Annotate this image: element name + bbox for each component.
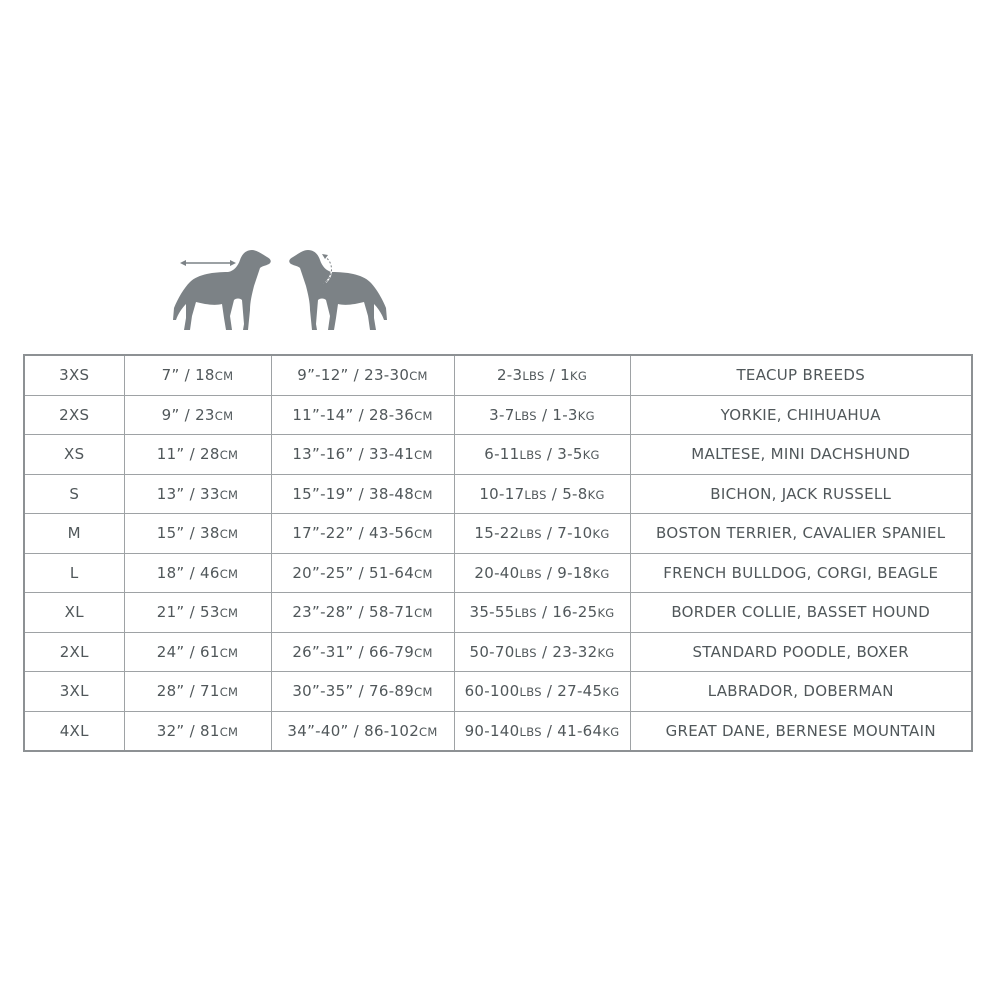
- weight-cell: [454, 672, 630, 712]
- unit-cm: CM: [219, 527, 239, 542]
- unit-kg: KG: [577, 408, 595, 423]
- neck-girth-cell: [271, 553, 454, 593]
- weight-lbs-value: 35-55: [469, 603, 515, 622]
- unit-cm: CM: [414, 408, 433, 423]
- size-chart-table: [23, 354, 973, 752]
- back-length-cell: [124, 632, 271, 672]
- unit-cm: CM: [219, 724, 239, 739]
- unit-cm: CM: [214, 369, 234, 384]
- weight-lbs-value: 60-100: [464, 682, 520, 701]
- breeds-label: BOSTON TERRIER, CAVALIER SPANIEL: [656, 524, 946, 543]
- unit-cm: CM: [214, 408, 234, 423]
- weight-kg-value: / 9-18: [541, 563, 593, 582]
- neck-girth-value: 11”-14” / 28-36: [292, 405, 415, 424]
- breeds-cell: [630, 672, 972, 712]
- neck-girth-cell: [271, 711, 454, 751]
- weight-kg-value: / 1-3: [536, 405, 578, 424]
- table-row: [24, 672, 972, 712]
- size-label: 3XS: [59, 366, 90, 385]
- weight-lbs-value: 10-17: [479, 484, 525, 503]
- neck-girth-value: 17”-22” / 43-56: [292, 524, 415, 543]
- unit-cm: CM: [219, 487, 239, 502]
- neck-girth-value: 30”-35” / 76-89: [292, 682, 415, 701]
- unit-kg: KG: [587, 487, 605, 502]
- size-cell: [24, 711, 124, 751]
- back-length-value: 21” / 53: [156, 603, 220, 622]
- breeds-label: YORKIE, CHIHUAHUA: [720, 405, 881, 424]
- back-length-cell: [124, 672, 271, 712]
- weight-kg-value: / 1: [544, 366, 570, 385]
- unit-lbs: LBS: [514, 408, 537, 423]
- size-label: 3XL: [59, 682, 89, 701]
- unit-lbs: LBS: [522, 369, 545, 384]
- neck-girth-cell: [271, 395, 454, 435]
- size-cell: [24, 553, 124, 593]
- breeds-cell: [630, 632, 972, 672]
- unit-lbs: LBS: [519, 724, 542, 739]
- breeds-cell: [630, 553, 972, 593]
- back-length-cell: [124, 474, 271, 514]
- breeds-label: MALTESE, MINI DACHSHUND: [691, 445, 911, 464]
- weight-cell: [454, 514, 630, 554]
- unit-kg: KG: [569, 369, 588, 384]
- breeds-cell: [630, 435, 972, 475]
- breeds-cell: [630, 593, 972, 633]
- size-label: XS: [64, 445, 85, 464]
- neck-girth-cell: [271, 672, 454, 712]
- unit-kg: KG: [592, 566, 610, 581]
- unit-lbs: LBS: [519, 685, 542, 700]
- weight-kg-value: / 7-10: [541, 524, 593, 543]
- size-cell: [24, 593, 124, 633]
- breeds-label: FRENCH BULLDOG, CORGI, BEAGLE: [663, 563, 939, 582]
- weight-kg-value: / 41-64: [541, 721, 603, 740]
- unit-lbs: LBS: [524, 487, 547, 502]
- breeds-cell: [630, 711, 972, 751]
- weight-kg-value: / 3-5: [541, 445, 583, 464]
- neck-girth-cell: [271, 514, 454, 554]
- table-row: [24, 632, 972, 672]
- weight-lbs-value: 3-7: [489, 405, 515, 424]
- weight-cell: [454, 355, 630, 395]
- neck-girth-value: 26”-31” / 66-79: [292, 642, 415, 661]
- breeds-label: BICHON, JACK RUSSELL: [710, 484, 892, 503]
- table-row: [24, 355, 972, 395]
- weight-lbs-value: 2-3: [496, 366, 523, 385]
- unit-cm: CM: [219, 606, 239, 621]
- back-length-cell: [124, 514, 271, 554]
- breeds-label: LABRADOR, DOBERMAN: [707, 682, 894, 701]
- unit-kg: KG: [602, 724, 620, 739]
- unit-lbs: LBS: [514, 606, 537, 621]
- table-row: [24, 474, 972, 514]
- size-label: 2XL: [59, 642, 89, 661]
- weight-cell: [454, 435, 630, 475]
- unit-cm: CM: [414, 448, 433, 463]
- table-row: [24, 711, 972, 751]
- measurement-illustrations: [160, 238, 400, 338]
- weight-cell: [454, 711, 630, 751]
- unit-cm: CM: [409, 369, 428, 384]
- dog-back-length-icon: [166, 238, 276, 334]
- back-length-value: 18” / 46: [156, 563, 220, 582]
- unit-cm: CM: [414, 566, 433, 581]
- size-cell: [24, 514, 124, 554]
- table-row: [24, 553, 972, 593]
- size-cell: [24, 672, 124, 712]
- unit-cm: CM: [414, 527, 433, 542]
- breeds-cell: [630, 355, 972, 395]
- unit-lbs: LBS: [514, 645, 537, 660]
- unit-kg: KG: [592, 527, 610, 542]
- back-length-value: 15” / 38: [156, 524, 220, 543]
- table-row: [24, 593, 972, 633]
- size-cell: [24, 474, 124, 514]
- neck-girth-value: 34”-40” / 86-102: [287, 721, 420, 740]
- breeds-cell: [630, 514, 972, 554]
- back-length-cell: [124, 395, 271, 435]
- unit-lbs: LBS: [519, 566, 542, 581]
- back-length-cell: [124, 711, 271, 751]
- unit-kg: KG: [602, 685, 620, 700]
- size-cell: [24, 355, 124, 395]
- unit-cm: CM: [219, 448, 239, 463]
- size-label: 2XS: [59, 405, 90, 424]
- back-length-value: 9” / 23: [161, 405, 215, 424]
- neck-girth-value: 23”-28” / 58-71: [292, 603, 415, 622]
- size-label: S: [69, 484, 80, 503]
- size-label: 4XL: [59, 721, 89, 740]
- back-length-cell: [124, 435, 271, 475]
- unit-cm: CM: [414, 685, 433, 700]
- weight-kg-value: / 16-25: [536, 603, 598, 622]
- weight-cell: [454, 395, 630, 435]
- size-label: XL: [64, 603, 84, 622]
- unit-cm: CM: [219, 685, 239, 700]
- unit-kg: KG: [597, 645, 615, 660]
- weight-cell: [454, 593, 630, 633]
- unit-cm: CM: [219, 566, 239, 581]
- dog-neck-girth-icon: [284, 238, 394, 334]
- neck-girth-cell: [271, 435, 454, 475]
- weight-lbs-value: 15-22: [474, 524, 520, 543]
- weight-lbs-value: 90-140: [464, 721, 520, 740]
- back-length-cell: [124, 593, 271, 633]
- size-label: L: [69, 563, 79, 582]
- neck-girth-value: 9”-12” / 23-30: [297, 366, 410, 385]
- back-length-cell: [124, 355, 271, 395]
- size-cell: [24, 435, 124, 475]
- neck-girth-cell: [271, 474, 454, 514]
- weight-cell: [454, 474, 630, 514]
- weight-kg-value: / 23-32: [536, 642, 598, 661]
- table-row: [24, 514, 972, 554]
- back-length-value: 24” / 61: [156, 642, 220, 661]
- neck-girth-value: 20”-25” / 51-64: [292, 563, 415, 582]
- breeds-label: STANDARD POODLE, BOXER: [692, 642, 910, 661]
- breeds-cell: [630, 474, 972, 514]
- back-length-value: 13” / 33: [156, 484, 220, 503]
- unit-cm: CM: [219, 645, 239, 660]
- back-length-value: 11” / 28: [156, 445, 220, 464]
- size-cell: [24, 395, 124, 435]
- neck-girth-cell: [271, 632, 454, 672]
- size-label: M: [67, 524, 81, 543]
- table-row: [24, 395, 972, 435]
- unit-cm: CM: [419, 724, 438, 739]
- weight-cell: [454, 553, 630, 593]
- back-length-cell: [124, 553, 271, 593]
- neck-girth-cell: [271, 355, 454, 395]
- weight-kg-value: / 5-8: [546, 484, 588, 503]
- neck-girth-cell: [271, 593, 454, 633]
- back-length-value: 28” / 71: [156, 682, 220, 701]
- back-length-value: 7” / 18: [161, 366, 215, 385]
- unit-lbs: LBS: [519, 527, 542, 542]
- neck-girth-value: 13”-16” / 33-41: [292, 445, 415, 464]
- weight-lbs-value: 6-11: [484, 445, 520, 464]
- weight-lbs-value: 20-40: [474, 563, 520, 582]
- neck-girth-value: 15”-19” / 38-48: [292, 484, 415, 503]
- unit-lbs: LBS: [519, 448, 542, 463]
- unit-cm: CM: [414, 606, 433, 621]
- size-chart: [23, 354, 971, 752]
- unit-cm: CM: [414, 645, 433, 660]
- weight-kg-value: / 27-45: [541, 682, 603, 701]
- unit-kg: KG: [597, 606, 615, 621]
- breeds-label: TEACUP BREEDS: [736, 366, 866, 385]
- weight-lbs-value: 50-70: [469, 642, 515, 661]
- unit-kg: KG: [582, 448, 600, 463]
- breeds-label: GREAT DANE, BERNESE MOUNTAIN: [665, 721, 936, 740]
- table-row: [24, 435, 972, 475]
- size-cell: [24, 632, 124, 672]
- breeds-cell: [630, 395, 972, 435]
- breeds-label: BORDER COLLIE, BASSET HOUND: [671, 603, 931, 622]
- back-length-value: 32” / 81: [156, 721, 220, 740]
- weight-cell: [454, 632, 630, 672]
- unit-cm: CM: [414, 487, 433, 502]
